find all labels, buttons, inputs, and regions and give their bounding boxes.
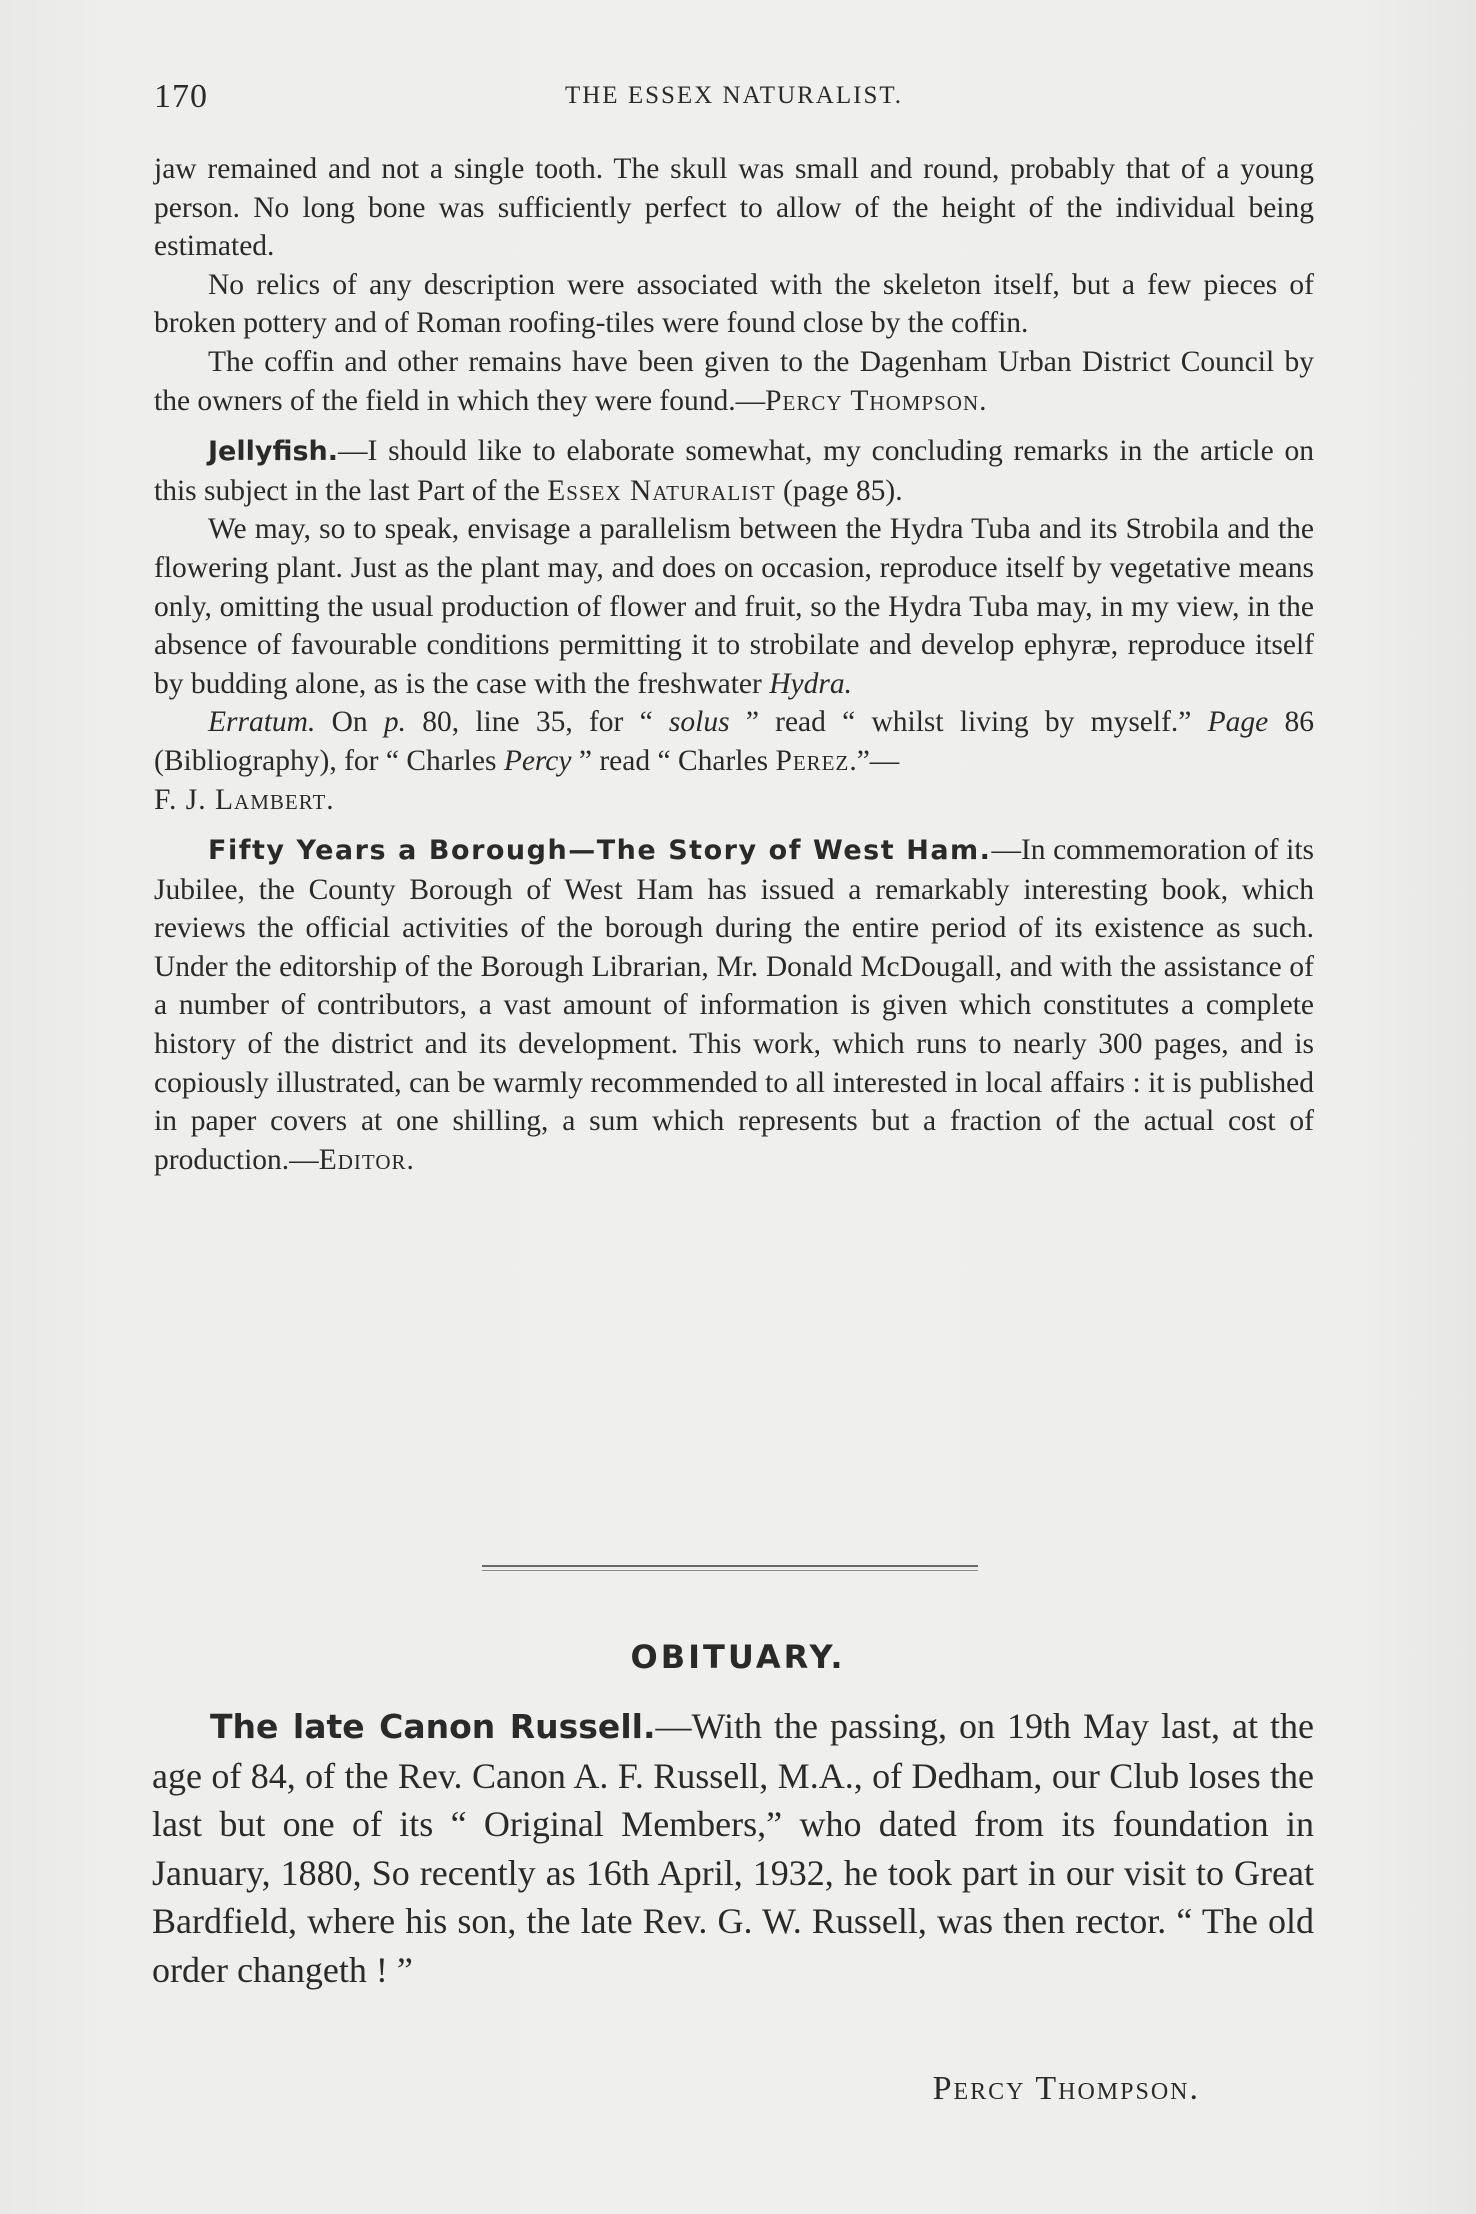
divider-line-bottom [482,1570,978,1571]
west-ham-note [154,831,1314,1179]
obituary-lead: The late Canon Russell. [210,1707,656,1746]
erratum-text-d: 86 (Bibliography), for “ Charles [154,706,1315,777]
section-divider [482,1565,978,1575]
obituary-body [152,1702,1314,1995]
author-percy-thompson: Percy Thompson. [765,384,988,417]
jellyfish-note [154,432,1314,510]
erratum-text-e: ” read “ Charles [571,744,776,777]
west-ham-text: —In commemoration of its Jubilee, the County Borough of West Ham has issued a remarkably interesting book, which reviews the official activities of the borough during the entire period of its existence as such. Under the editorship of the Borough Librarian, Mr. Donald McDougall, and with the assistance of a number of contributors, a vast amount of information is given which constitutes a complete history of the district and its development. This work, which runs to nearly 300 pages, and is copiously illustrated, can be warmly recommended to all interested in local affairs : it is published in paper covers at one shilling, a sum which represents but a fraction of the actual cost of production.— [154,834,1315,1176]
obituary-paragraph [152,1702,1314,1995]
erratum-paragraph [154,703,1314,780]
jellyfish-text-2: (page 85). [775,474,903,507]
journal-name: Essex Naturalist [547,474,776,507]
divider-line-top [482,1565,978,1567]
erratum-text-a: On [315,706,384,739]
running-title: THE ESSEX NATURALIST. [564,82,904,109]
author-lambert: F. J. Lambert. [154,783,335,816]
obituary-heading: OBITUARY. [630,1638,846,1676]
obituary-signature: Percy Thompson. [932,2070,1200,2107]
erratum-text-f: .”— [849,744,900,777]
author-editor: Editor. [318,1143,415,1176]
erratum-label: Erratum. [208,706,316,739]
coffin-paragraph [154,343,1314,420]
obituary-text: —With the passing, on 19th May last, at the age of 84, of the Rev. Canon A. F. Russell, M.A., of Dedham, our Club loses the last but one of its “ Original Members,” who dated from its foundation in January, 1880, So recently as 16th April, 1932, he took part in our visit to Great Bardfield, where his son, the late Rev. G. W. Russell, was then rector. “ The old order changeth ! ” [152,1706,1314,1990]
erratum-page-abbrev: p. [383,706,407,739]
erratum-page-word: Page [1207,706,1269,739]
lambert-signature-line [154,781,1314,820]
hydra-paragraph [154,510,1314,703]
erratum-text-c: ” read “ whilst living by myself.” [729,706,1208,739]
skeleton-paragraph-continued: jaw remained and not a single tooth. The skull was small and round, probably that of a young person. No long bone was sufficiently perfect to allow of the height of the individual being estimated. [154,153,1314,263]
erratum-text-b: 80, line 35, for “ [406,706,669,739]
coffin-paragraph-text: The coffin and other remains have been given to the Dagenham Urban District Council by the owners of the field in which they were found.— [154,345,1314,417]
erratum-solus: solus [668,706,730,739]
page-number: 170 [154,78,208,115]
article-body [154,150,1314,1179]
jellyfish-text-1: —I should like to elaborate somewhat, my concluding remarks in the article on this subject in the last Part of the [154,435,1314,507]
relics-paragraph: No relics of any description were associated with the skeleton itself, but a few pieces of broken pottery and of Roman roofing-tiles were found close by the coffin. [154,268,1314,340]
jellyfish-heading: Jellyfish. [208,436,339,468]
hydra-italic: Hydra. [769,667,852,700]
page-header [154,78,1314,118]
erratum-perez: Perez [775,744,850,777]
west-ham-heading: Fifty Years a Borough—The Story of West Ham. [208,835,992,867]
erratum-percy: Percy [503,744,572,777]
hydra-text: We may, so to speak, envisage a parallelism between the Hydra Tuba and its Strobila and the flowering plant. Just as the plant may, and does on occasion, reproduce itself by vegetative means only, omitting the usual production of flower and fruit, so the Hydra Tuba may, in my view, in the absence of favourable conditions permitting it to strobilate and develop ephyræ, reproduce itself by budding alone, as is the case with the freshwater [154,513,1314,700]
